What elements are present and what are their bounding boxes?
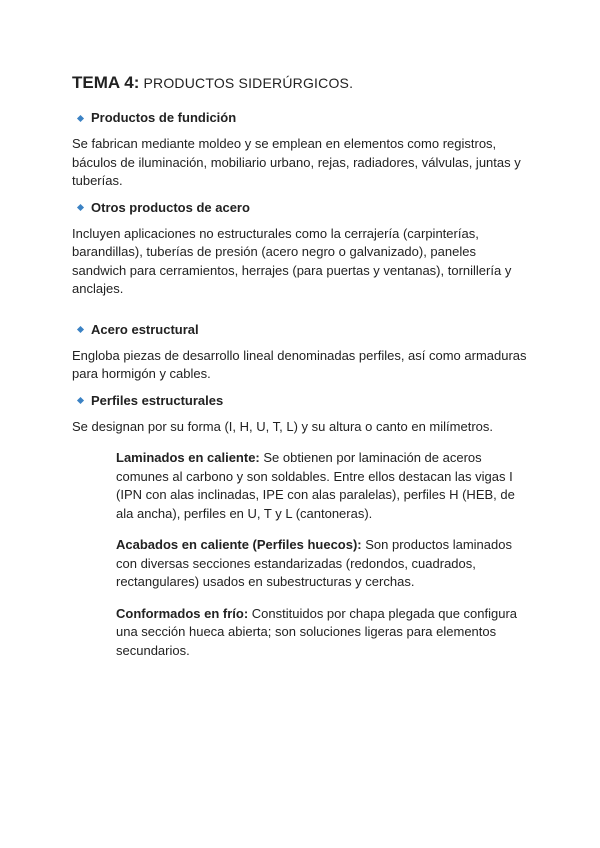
document-title [72,72,532,95]
section-heading-otros-productos [78,199,532,217]
section-body-otros-productos: Incluyen aplicaciones no estructurales como la cerrajería (carpinterías, barandillas), tuberías de presión (acero negro o galvanizado), paneles sandwich para cerramientos, herrajes (para puertas y ventanas), tornillería y anclajes. [72,225,512,296]
section-body-fundicion: Se fabrican mediante moldeo y se emplean en elementos como registros, báculos de iluminación, mobiliario urbano, rejas, radiadores, válvulas, juntas y tuberías. [72,136,521,188]
section-body-perfiles: Se designan por su forma (I, H, U, T, L) y su altura o canto en milímetros. [72,418,493,434]
section-heading-acero-estructural [78,321,532,339]
section-heading-perfiles [78,392,532,410]
subitem-acabados [116,536,532,592]
subitem-text: Constituidos por chapa plegada que configura una sección hueca abierta; son soluciones ligeras para elementos secundarios. [116,605,518,658]
section-heading-text: Otros productos de acero [91,199,250,215]
title-topic-name: PRODUCTOS SIDERÚRGICOS. [139,75,354,91]
document-page [72,72,532,669]
diamond-bullet-icon [77,114,84,121]
section-body-acero-estructural: Engloba piezas de desarrollo lineal denominadas perfiles, así como armaduras para hormigón y cables. [72,347,527,381]
title-topic-number: TEMA 4: [72,73,140,92]
diamond-bullet-icon [77,397,84,404]
section-heading-text: Productos de fundición [91,110,237,125]
subitem-lead: Acabados en caliente (Perfiles huecos): [116,537,362,552]
diamond-bullet-icon [77,326,84,333]
subitem-text: Son productos laminados con diversas secciones estandarizadas (redondos, cuadrados, rectangulares) usados en subestructuras y cerchas. [116,537,512,589]
section-heading-text: Acero estructural [91,321,199,337]
subitem-conformados [116,605,532,661]
subitem-lead: Conformados en frío: [116,605,249,621]
diamond-bullet-icon [77,204,84,211]
section-heading-text: Perfiles estructurales [91,392,224,408]
subitem-lead: Laminados en caliente: [116,450,260,465]
subitem-laminados [116,449,532,523]
subitem-text: Se obtienen por laminación de aceros comunes al carbono y son soldables. Entre ellos destacan las vigas I (IPN con alas inclinadas, IPE con alas paralelas), perfiles H (HEB, de ala ancha), perfiles en U, T y L (cantoneras). [116,450,515,521]
section-heading-fundicion [78,109,532,127]
